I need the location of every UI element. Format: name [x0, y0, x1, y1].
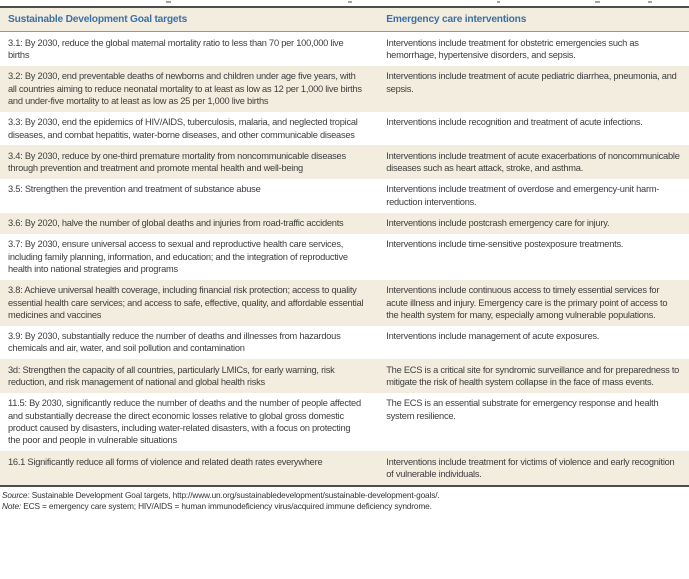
sdg-target-cell: 3.3: By 2030, end the epidemics of HIV/AIDS, tuberculosis, malaria, and neglected tropical diseases, and combat hepatitis, water-borne diseases, and other communicable diseases: [8, 117, 358, 140]
sdg-target-cell: 16.1 Significantly reduce all forms of violence and related death rates everywhere: [8, 456, 323, 467]
caption-fragment: [166, 1, 171, 3]
intervention-cell: Interventions include time-sensitive postexposure treatments.: [386, 239, 624, 250]
sdg-target-cell: 3.6: By 2020, halve the number of global deaths and injuries from road-traffic accidents: [8, 218, 344, 229]
sdg-target-cell: 3.8: Achieve universal health coverage, including financial risk protection; access to quality essential health care services; and access to safe, effective, quality, and affordable essential medicines and vaccines: [8, 285, 364, 320]
intervention-cell: Interventions include treatment for victims of violence and early recognition of vulnerable individuals.: [386, 456, 675, 479]
sdg-emergency-care-table: [0, 8, 689, 485]
table-body: [0, 32, 689, 485]
table-row: [0, 359, 689, 393]
intervention-cell: The ECS is a critical site for syndromic surveillance and for preparedness to mitigate the risk of health system collapse in the face of mass events.: [386, 364, 680, 388]
sdg-target-cell: 3.2: By 2030, end preventable deaths of newborns and children under age five years, with all countries aiming to reduce neonatal mortality to at least as low as 12 per 1,000 live births and under-five mortality to at least as low as 25 per 1,000 live births: [8, 71, 362, 106]
caption-fragment: [595, 1, 600, 3]
sdg-target-cell: 3.4: By 2030, reduce by one-third premature mortality from noncommunicable diseases through prevention and treatment and promote mental health and well-being: [8, 150, 346, 174]
table-row: [0, 145, 689, 179]
note-line: [2, 501, 687, 513]
table-row: [0, 66, 689, 112]
footnotes: [0, 487, 689, 513]
table-row: [0, 234, 689, 280]
intervention-cell: Interventions include management of acute exposures.: [386, 331, 600, 342]
table-row: [0, 326, 689, 360]
intervention-cell: Interventions include continuous access to timely essential services for acute illness and injury. Emergency care is the primary point of access to the health system for many, especially among vulnerable populations.: [386, 285, 668, 320]
table-row: [0, 32, 689, 66]
table-row: [0, 393, 689, 451]
caption-fragment: [648, 1, 652, 3]
note-label: Note:: [2, 501, 22, 512]
intervention-cell: Interventions include treatment of overdose and emergency-unit harm-reduction interventions.: [386, 184, 660, 207]
sdg-target-cell: 3.1: By 2030, reduce the global maternal mortality ratio to less than 70 per 100,000 live births: [8, 37, 344, 61]
column-header-sdg-targets: Sustainable Development Goal targets: [0, 8, 378, 32]
source-line: [2, 490, 687, 502]
caption-fragment: [348, 1, 352, 3]
intervention-cell: The ECS is an essential substrate for emergency response and health system resilience.: [386, 398, 659, 421]
table-row: [0, 213, 689, 234]
sdg-target-cell: 3.9: By 2030, substantially reduce the number of deaths and illnesses from hazardous chemicals and air, water, and soil pollution and contamination: [8, 331, 341, 354]
table-row: [0, 451, 689, 485]
intervention-cell: Interventions include postcrash emergency care for injury.: [386, 218, 610, 229]
caption-fragment: [497, 1, 500, 3]
intervention-cell: Interventions include recognition and treatment of acute infections.: [386, 117, 643, 128]
sdg-target-cell: 3.5: Strengthen the prevention and treatment of substance abuse: [8, 184, 261, 195]
source-text: Sustainable Development Goal targets, http://www.un.org/sustainabledevelopment/sustainable-development-goals/.: [29, 489, 440, 500]
table-header: [0, 8, 689, 32]
sdg-target-cell: 3d: Strengthen the capacity of all countries, particularly LMICs, for early warning, risk reduction, and risk management of national and global health risks: [8, 364, 335, 388]
sdg-target-cell: 3.7: By 2030, ensure universal access to sexual and reproductive health care services, including family planning, information, and education; and the integration of reproductive health into national strategies and programs: [8, 239, 348, 274]
intervention-cell: Interventions include treatment for obstetric emergencies such as hemorrhage, hypertensive disorders, and sepsis.: [386, 37, 639, 61]
column-header-interventions: Emergency care interventions: [378, 8, 689, 32]
table-row: [0, 112, 689, 146]
header-row: [0, 8, 689, 32]
cropped-caption-fragments: [0, 0, 689, 6]
intervention-cell: Interventions include treatment of acute exacerbations of noncommunicable diseases such as heart attack, stroke, and asthma.: [386, 150, 680, 174]
source-label: Source:: [2, 489, 30, 500]
intervention-cell: Interventions include treatment of acute pediatric diarrhea, pneumonia, and sepsis.: [386, 71, 677, 94]
table-row: [0, 179, 689, 213]
sdg-target-cell: 11.5: By 2030, significantly reduce the number of deaths and the number of people affected and substantially decrease the direct economic losses relative to global gross domestic product caused by disasters, including water-related disasters, with a focus on protecting the poor and people in vulnerable situations: [8, 398, 361, 446]
table-row: [0, 280, 689, 326]
note-text: ECS = emergency care system; HIV/AIDS = human immunodeficiency virus/acquired immune deficiency syndrome.: [21, 501, 432, 512]
